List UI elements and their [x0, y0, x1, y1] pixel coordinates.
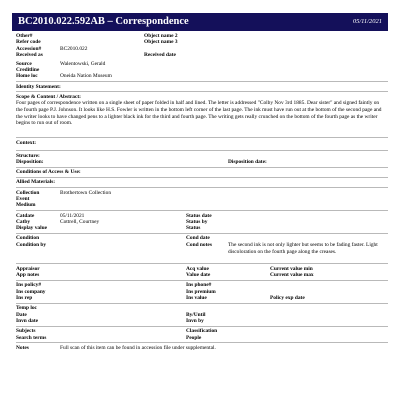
divider	[16, 263, 388, 264]
status-by-label: Status by	[186, 218, 208, 225]
by-until-label: By/Until	[186, 311, 206, 318]
divider	[16, 137, 388, 138]
inventory-by-label: Invn by	[186, 317, 204, 324]
appraisal-notes-label: App notes	[16, 272, 40, 279]
divider	[16, 233, 388, 234]
condition-label: Condition	[16, 235, 40, 242]
divider	[16, 303, 388, 304]
refer-code-label: Refer code	[16, 39, 41, 46]
creditline-label: Creditline	[16, 66, 40, 73]
status-date-label: Status date	[186, 212, 212, 219]
catdate-value: 05/11/2021	[60, 212, 85, 219]
accession-label: Accession#	[16, 45, 42, 52]
object-name-3-label: Object name 3	[144, 39, 178, 46]
divider	[16, 91, 388, 92]
record-print-date: 05/11/2021	[352, 17, 382, 25]
accession-value: BC2010.022	[60, 45, 88, 52]
conditions-access-label: Conditions of Access & Use:	[16, 169, 81, 176]
identity-statement-label: Identity Statement:	[16, 83, 61, 90]
divider	[16, 280, 388, 281]
scope-content-text: Four pages of correspondence written on a single sheet of paper folded in half and lined. The letter is addressed "Colby Nov 3rd 1885. Dear sister" and signed faintly on the fourth page P.J. Johnson. It looks like H.S. Fowler is written in the bottom left corner of the last page. The ink must have run out at the bottom of the second page and the writer looks to have changed pens to a lighter black ink for the third and fourth page. The writing gets really crunched on the bottom of the fourth page as the writer begins to run out of room.	[16, 100, 382, 127]
insurance-phone-label: Ins phone#	[186, 282, 212, 289]
event-label: Event	[16, 195, 30, 202]
catby-value: Cottrell, Courtney	[60, 218, 100, 225]
divider	[16, 177, 388, 178]
notes-value: Full scan of this item can be found in accession file under supplemental.	[60, 344, 216, 351]
disposition-label: Disposition:	[16, 159, 44, 166]
structure-label: Structure:	[16, 152, 40, 159]
condition-by-label: Condition by	[16, 241, 47, 248]
insurance-rep-label: Ins rep	[16, 294, 33, 301]
value-date-label: Value date	[186, 272, 211, 279]
divider	[16, 81, 388, 82]
insurance-policy-label: Ins policy#	[16, 282, 42, 289]
display-values-label: Display value	[16, 225, 48, 232]
condition-notes-value: The second ink is not only lighter but seems to be fading faster. Light discoloration on the fourth page along the creases.	[228, 241, 378, 255]
home-location-label: Home loc	[16, 73, 38, 80]
appraisor-label: Appraisor	[16, 265, 40, 272]
insurance-premium-label: Ins premium	[186, 288, 216, 295]
status-label: Status	[186, 225, 201, 232]
people-label: People	[186, 334, 202, 341]
divider	[16, 326, 388, 327]
divider	[16, 187, 388, 188]
inventory-date-label: Invn date	[16, 317, 39, 324]
policy-expiration-label: Policy exp date	[270, 294, 305, 301]
record-body	[16, 32, 388, 351]
condition-notes-label: Cond notes	[186, 241, 212, 248]
source-value: Walentowski, Gerald	[60, 60, 106, 67]
scope-content-label: Scope & Content / Abstract:	[16, 93, 81, 100]
collection-value: Brothertown Collection	[60, 189, 112, 196]
received-date-label: Received date	[144, 52, 176, 59]
temp-location-label: Temp loc	[16, 305, 37, 312]
notes-label: Notes	[16, 344, 29, 351]
source-label: Source	[16, 60, 32, 67]
insurance-company-label: Ins company	[16, 288, 46, 295]
search-terms-label: Search terms	[16, 334, 47, 341]
received-as-label: Received as	[16, 52, 43, 59]
catdate-label: Catdate	[16, 212, 35, 219]
object-name-2-label: Object name 2	[144, 33, 178, 39]
classification-label: Classification	[186, 328, 218, 335]
record-header	[12, 13, 388, 31]
catby-label: Catby	[16, 218, 31, 225]
divider	[16, 342, 388, 343]
insurance-value-label: Ins value	[186, 294, 207, 301]
allied-materials-label: Allied Materials:	[16, 179, 56, 186]
home-location-value: Oneida Nation Museum	[60, 73, 112, 80]
other-number-label: Other#	[16, 33, 33, 39]
context-label: Context:	[16, 139, 37, 146]
divider	[16, 210, 388, 211]
condition-date-label: Cond date	[186, 235, 210, 242]
divider	[16, 150, 388, 151]
date-label: Date	[16, 311, 27, 318]
current-value-max-label: Current value max	[270, 272, 314, 279]
collection-label: Collection	[16, 189, 40, 196]
subjects-label: Subjects	[16, 328, 36, 335]
medium-label: Medium	[16, 202, 36, 209]
acquisition-value-label: Acq value	[186, 265, 209, 272]
divider	[16, 167, 388, 168]
current-value-min-label: Current value min	[270, 265, 313, 272]
record-title: BC2010.022.592AB – Correspondence	[18, 16, 189, 28]
disposition-date-label: Disposition date:	[228, 159, 267, 166]
